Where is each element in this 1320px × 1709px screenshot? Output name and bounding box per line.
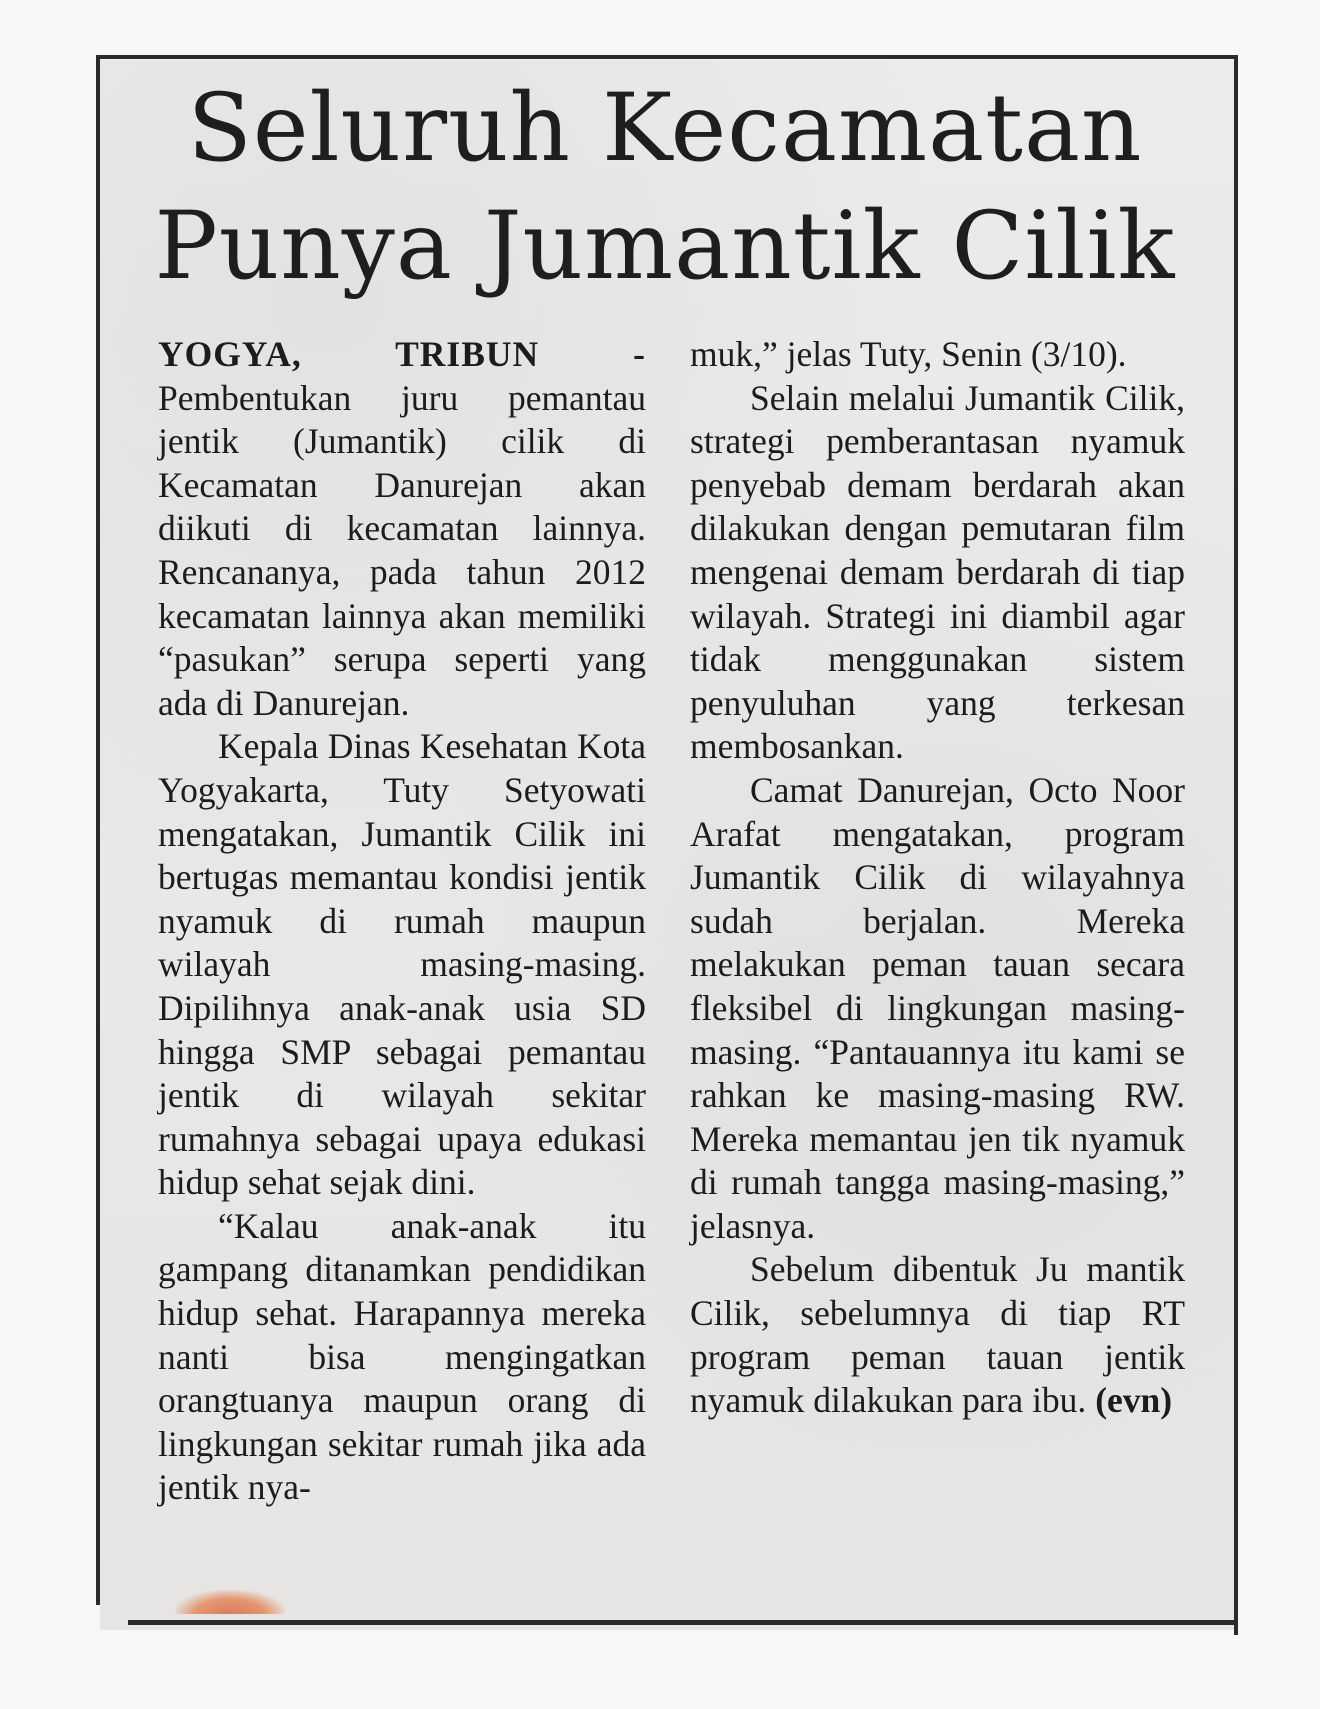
paragraph (690, 1248, 1185, 1422)
paragraph: Selain melalui Jumantik Cilik, strategi pemberantasan nyamuk penyebab demam berdarah akan dilakukan dengan pemutaran film mengenai demam berdarah di tiap wilayah. Strategi ini diambil agar tidak menggunakan sistem penyuluhan yang terkesan membosankan. (690, 377, 1185, 767)
paragraph: “Kalau anak-anak itu gampang ditanamkan pendidikan hidup sehat. Harapannya mereka nanti bisa mengingatkan orangtuanya maupun orang di lingkungan sekitar rumah jika ada jentik nya- (158, 1205, 646, 1508)
paragraph-text: Pembentukan juru pemantau jentik (Jumantik) cilik di Kecamatan Danurejan akan diikuti di kecamatan lainnya. Rencananya, pada tahun 2012 kecamatan lainnya akan memiliki “pasukan” serupa seperti yang ada di Danurejan. (158, 377, 646, 723)
frame-border-bottom (128, 1620, 1238, 1625)
paragraph: Kepala Dinas Kesehatan Kota Yogyakarta, Tuty Setyowati mengatakan, Jumantik Cilik ini bertugas memantau kondisi jentik nyamuk di rumah maupun wilayah masing-masing. Dipilihnya anak-anak usia SD hingga SMP sebagai pemantau jentik di wilayah sekitar rumahnya sebagai upaya edukasi hidup sehat sejak dini. (158, 726, 646, 1203)
article-column-left (158, 333, 646, 1510)
paragraph (158, 333, 646, 725)
stain-mark (175, 1590, 285, 1614)
headline-line-2: Punya Jumantik Cilik (154, 192, 1176, 301)
dateline: YOGYA, TRIBUN - (158, 334, 646, 374)
article-headline (110, 70, 1220, 306)
article-column-right (690, 333, 1185, 1423)
paragraph-text: Sebelum dibentuk Ju mantik Cilik, sebelumnya di tiap RT program peman tauan jentik nyamuk dilakukan para ibu. (690, 1249, 1185, 1421)
author-credit: (evn) (1095, 1380, 1173, 1421)
headline-line-1: Seluruh Kecamatan (187, 74, 1143, 183)
paragraph: muk,” jelas Tuty, Senin (3/10). (690, 334, 1127, 374)
paragraph: Camat Danurejan, Octo Noor Arafat mengatakan, program Jumantik Cilik di wilayahnya sudah berjalan. Mereka melakukan peman tauan secara fleksibel di lingkungan masing-masing. “Pantauannya itu kami se rahkan ke masing-masing RW. Mereka memantau jen tik nyamuk di rumah tangga masing-masing,” jelasnya. (690, 769, 1185, 1246)
frame-border-top (96, 55, 1238, 59)
frame-border-right (1234, 55, 1238, 1635)
frame-border-left (96, 55, 100, 1605)
